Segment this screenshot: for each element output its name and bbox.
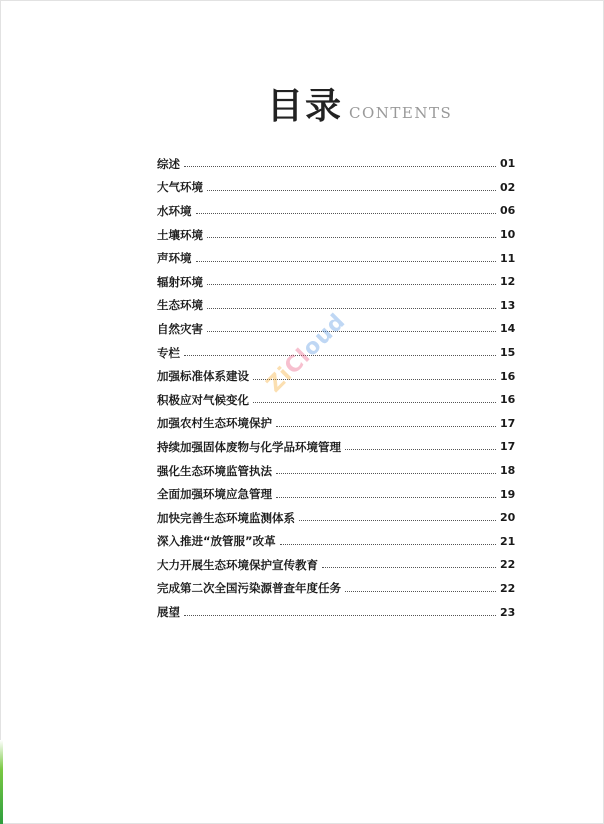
toc-label: 完成第二次全国污染源普查年度任务 — [157, 581, 341, 596]
toc-page-number: 17 — [500, 440, 516, 454]
toc-page-number: 20 — [500, 511, 516, 525]
leader-dots — [322, 557, 496, 568]
toc-page-number: 19 — [500, 487, 516, 501]
leader-dots — [196, 203, 497, 214]
toc-item-pollution-census[interactable] — [157, 577, 514, 601]
toc-label: 展望 — [157, 605, 180, 620]
toc-label: 加快完善生态环境监测体系 — [157, 510, 295, 525]
toc-label: 大力开展生态环境保护宣传教育 — [157, 557, 318, 572]
leader-dots — [207, 298, 496, 309]
toc-page-number: 14 — [500, 322, 516, 336]
leader-dots — [276, 416, 496, 427]
leader-dots — [345, 439, 496, 450]
toc-item-enforcement[interactable] — [157, 459, 514, 483]
toc-page-number: 02 — [500, 180, 516, 194]
toc-item-rural-protection[interactable] — [157, 412, 514, 436]
toc-label: 综述 — [157, 156, 180, 171]
leader-dots — [207, 180, 496, 191]
toc-label: 辐射环境 — [157, 274, 203, 289]
toc-page-number: 15 — [500, 346, 516, 360]
page-subtitle: CONTENTS — [349, 104, 453, 122]
toc-header — [267, 78, 452, 129]
toc-page-number: 13 — [500, 298, 516, 312]
leader-dots — [276, 463, 496, 474]
toc-page-number: 01 — [500, 157, 516, 171]
table-of-contents — [157, 152, 514, 624]
toc-label: 专栏 — [157, 345, 180, 360]
toc-item-emergency-management[interactable] — [157, 482, 514, 506]
toc-page-number: 21 — [500, 534, 516, 548]
leader-dots — [253, 369, 496, 380]
toc-page-number: 16 — [500, 369, 516, 383]
toc-label: 生态环境 — [157, 298, 203, 313]
toc-page-number: 06 — [500, 204, 516, 218]
toc-page-number: 11 — [500, 251, 516, 265]
toc-page-number: 16 — [500, 393, 516, 407]
leader-dots — [184, 156, 496, 167]
toc-item-solid-waste[interactable] — [157, 435, 514, 459]
toc-item-atmosphere[interactable] — [157, 176, 514, 200]
watermark-part: oud — [298, 308, 351, 362]
toc-item-radiation[interactable] — [157, 270, 514, 294]
watermark-part: Zi — [262, 361, 298, 398]
toc-item-reform[interactable] — [157, 530, 514, 554]
leader-dots — [196, 251, 497, 262]
toc-item-ecology[interactable] — [157, 294, 514, 318]
leader-dots — [345, 581, 496, 592]
toc-label: 全面加强环境应急管理 — [157, 487, 272, 502]
toc-item-noise[interactable] — [157, 246, 514, 270]
left-accent-bar — [0, 740, 3, 824]
toc-page-number: 22 — [500, 581, 516, 595]
toc-label: 自然灾害 — [157, 321, 203, 336]
toc-item-standards[interactable] — [157, 364, 514, 388]
leader-dots — [276, 487, 496, 498]
toc-label: 强化生态环境监管执法 — [157, 463, 272, 478]
toc-label: 深入推进“放管服”改革 — [157, 534, 276, 549]
leader-dots — [207, 321, 496, 332]
leader-dots — [207, 274, 496, 285]
toc-item-overview[interactable] — [157, 152, 514, 176]
toc-label: 土壤环境 — [157, 227, 203, 242]
toc-page-number: 23 — [500, 605, 516, 619]
toc-item-outlook[interactable] — [157, 600, 514, 624]
leader-dots — [207, 227, 496, 238]
leader-dots — [299, 510, 496, 521]
toc-item-natural-disasters[interactable] — [157, 317, 514, 341]
toc-page-number: 10 — [500, 228, 516, 242]
toc-page-number: 22 — [500, 558, 516, 572]
toc-label: 大气环境 — [157, 180, 203, 195]
leader-dots — [184, 345, 496, 356]
toc-item-publicity-education[interactable] — [157, 553, 514, 577]
toc-page-number: 18 — [500, 464, 516, 478]
toc-item-special-column[interactable] — [157, 341, 514, 365]
toc-item-climate-change[interactable] — [157, 388, 514, 412]
leader-dots — [184, 605, 496, 616]
toc-label: 加强农村生态环境保护 — [157, 416, 272, 431]
leader-dots — [280, 534, 496, 545]
toc-label: 持续加强固体废物与化学品环境管理 — [157, 439, 341, 454]
toc-label: 加强标准体系建设 — [157, 369, 249, 384]
toc-page-number: 17 — [500, 416, 516, 430]
leader-dots — [253, 392, 496, 403]
toc-label: 声环境 — [157, 251, 192, 266]
toc-item-monitoring-system[interactable] — [157, 506, 514, 530]
toc-label: 积极应对气候变化 — [157, 392, 249, 407]
toc-item-water[interactable] — [157, 199, 514, 223]
watermark-part: Cl — [280, 343, 316, 380]
toc-label: 水环境 — [157, 203, 192, 218]
toc-page-number: 12 — [500, 275, 516, 289]
toc-item-soil[interactable] — [157, 223, 514, 247]
page-title: 目录 — [267, 86, 344, 127]
